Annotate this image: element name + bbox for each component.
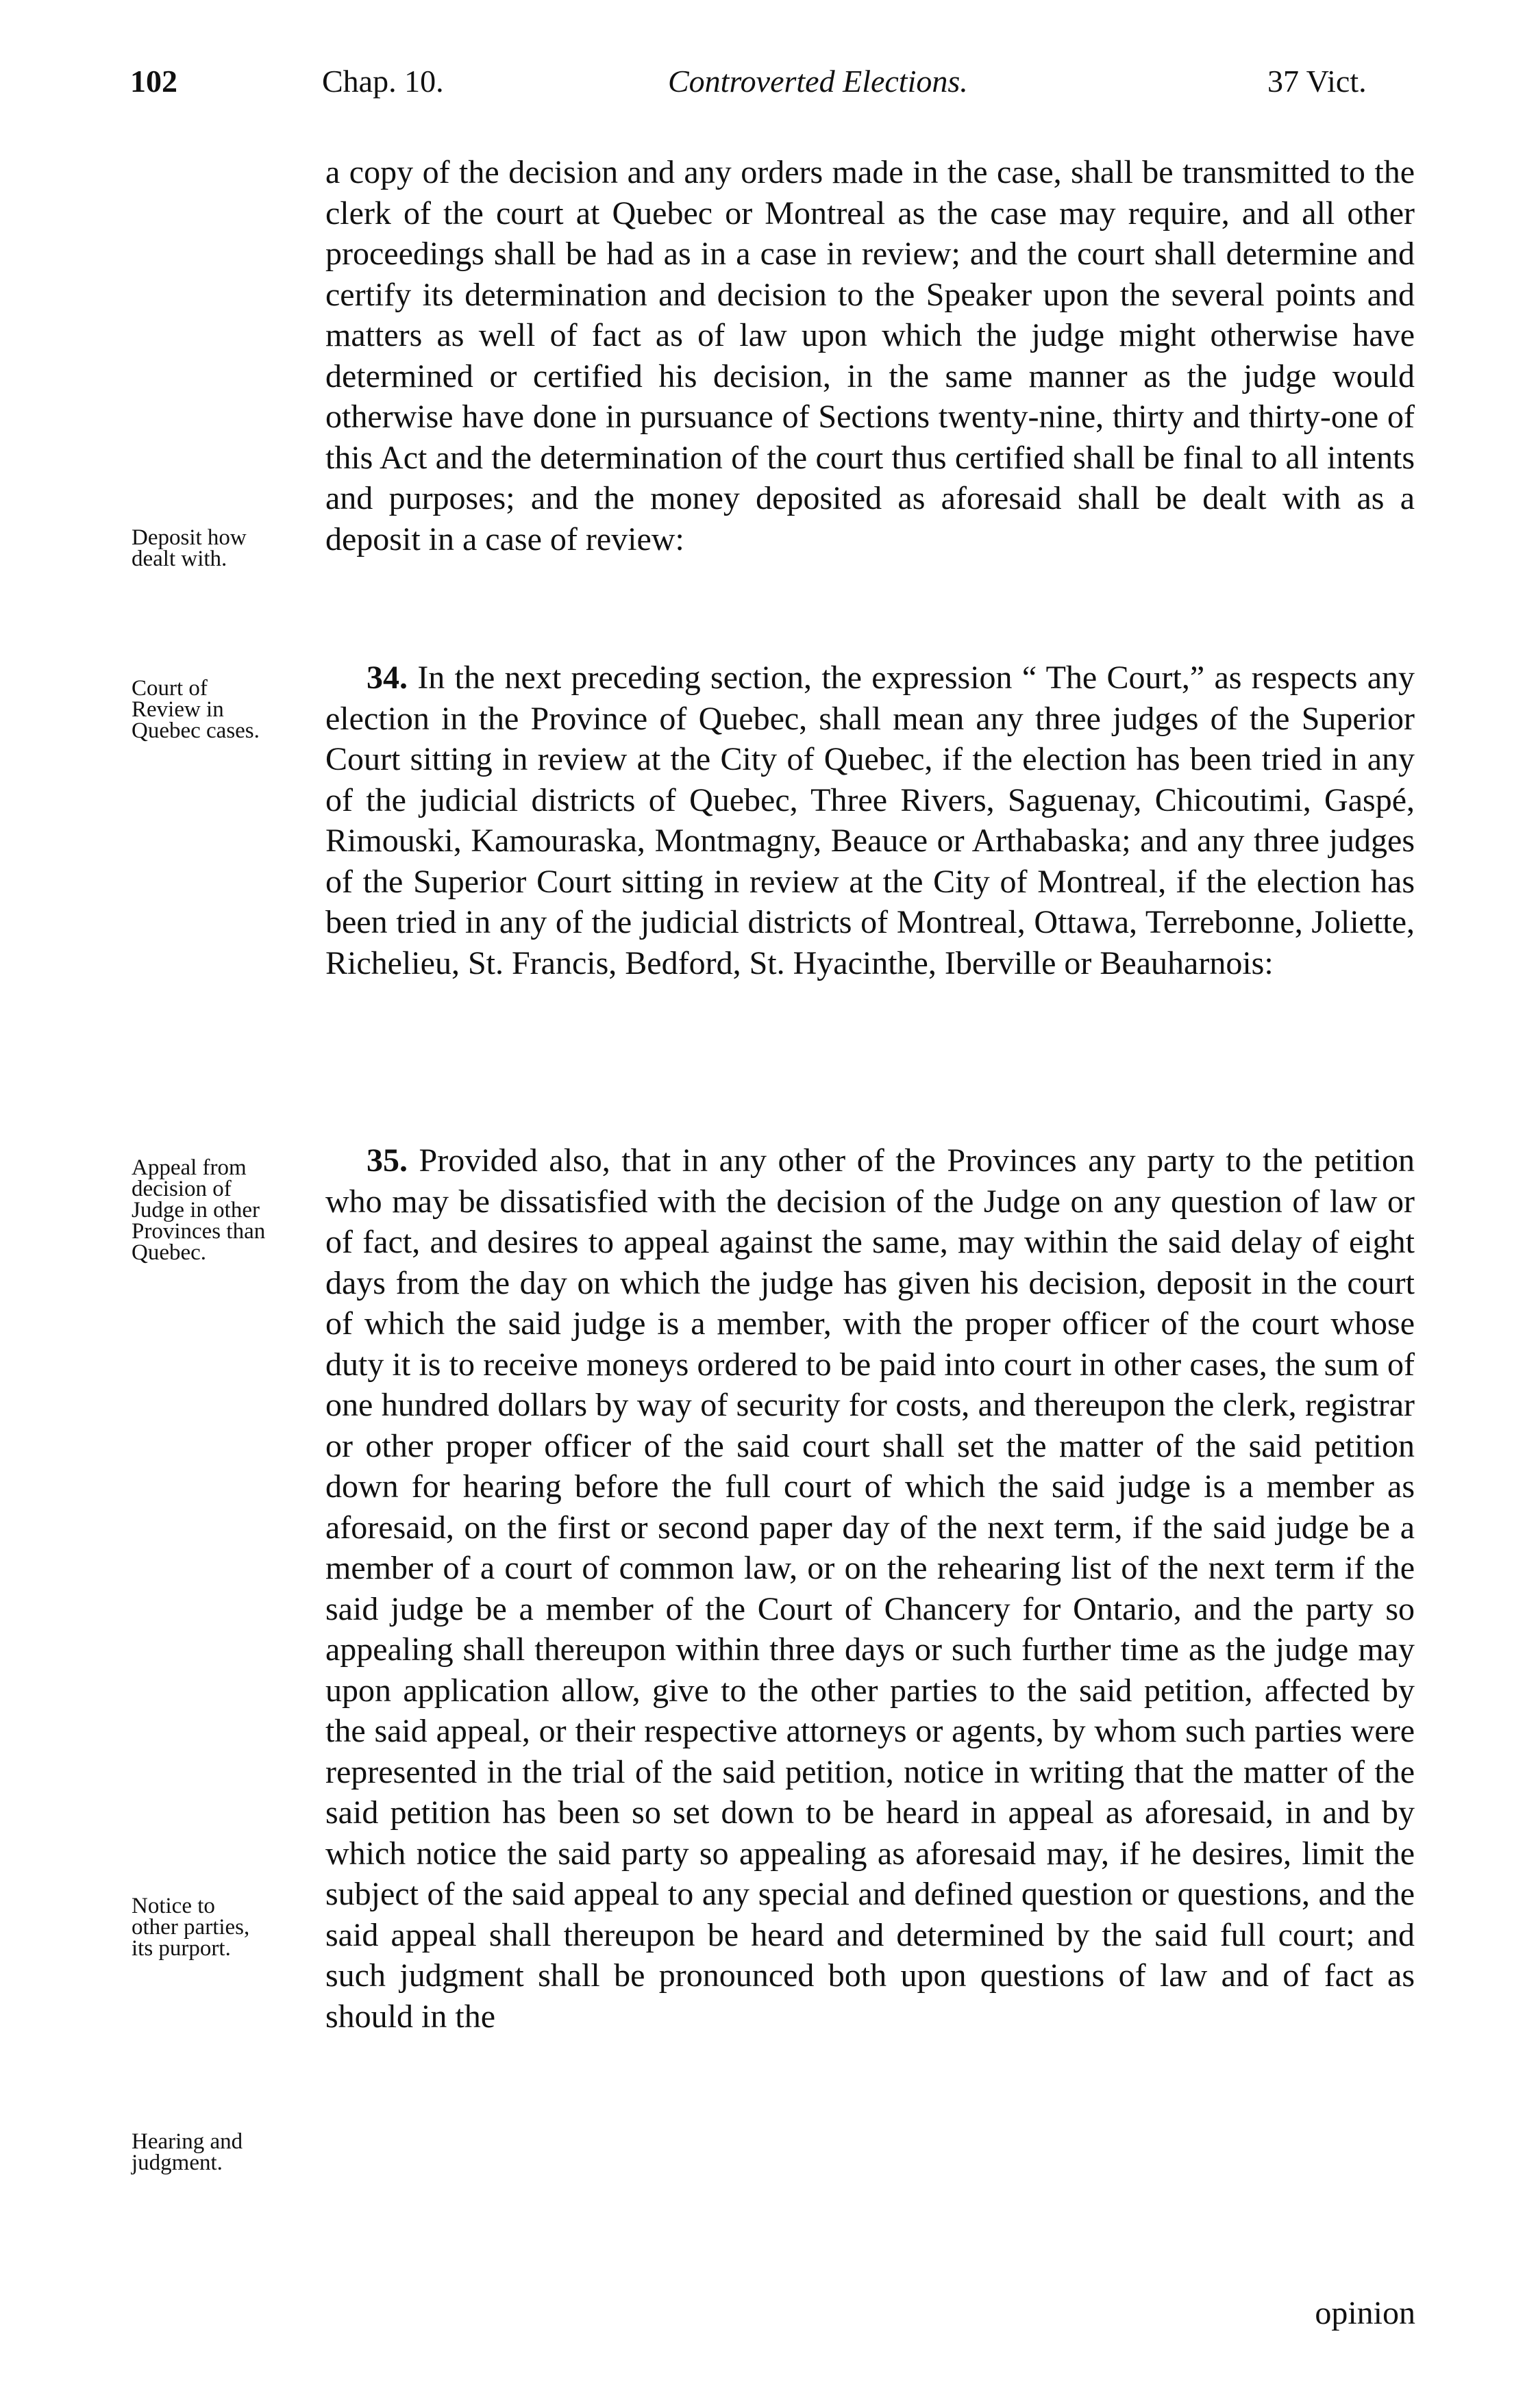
paragraph-text: a copy of the decision and any orders made in the case, shall be transmitted to the clerk of the court at Quebec or Montreal as the case may require, and all other proceedings shall be had as in a case in review; and the court shall determine and certify its determination and decision to the Speaker upon the several points and matters as well of fact as of law upon which the judge might otherwise have determined or certified his decision, in the same manner as the judge would otherwise have done in pursuance of Sections twenty-nine, thirty and thirty-one of this Act and the determination of the court thus certified shall be final to all intents and purposes; and the money deposited as aforesaid shall be dealt with as a deposit in a case of review: bbox=[325, 154, 1415, 557]
section-35 bbox=[325, 1140, 1415, 2037]
margin-note-hearing: Hearing and judgment. bbox=[132, 2129, 243, 2175]
margin-note-court-of-review: Court of Review in Quebec cases. bbox=[132, 676, 260, 743]
section-34 bbox=[325, 657, 1415, 983]
section-text: Provided also, that in any other of the Provinces any party to the petition who may be dissatisfied with the decision of the Judge on any question of law or of fact, and desires to appeal against the same, may within the said delay of eight days from the day on which the judge has given his decision, deposit in the court of which the said judge is a member, with the proper officer of the court whose duty it is to receive moneys ordered to be paid into court in other cases, the sum of one hundred dollars by way of security for costs, and thereupon the clerk, registrar or other proper officer of the said court shall set the matter of the said petition down for hearing before the full court of which the said judge is a member as aforesaid, on the first or second paper day of the next term, if the said judge be a member of a court of common law, or on the rehearing list of the next term if the said judge be a member of the Court of Chancery for Ontario, and the party so appealing shall thereupon within three days or such further time as the judge may upon application allow, give to the other parties to the said petition, affected by the said appeal, or their respective attorneys or agents, by whom such parties were represented in the trial of the said petition, notice in writing that the matter of the said petition has been so set down to be heard in appeal as aforesaid, in and by which notice the said party so appealing as aforesaid may, if he desires, limit the subject of the said appeal to any special and defined question or questions, and the said appeal shall thereupon be heard and determined by the said full court; and such judgment shall be pronounced both upon questions of law and of fact as should in the bbox=[325, 1142, 1415, 2035]
section-text: In the next preceding section, the expression “ The Court,” as respects any election in the Province of Quebec, shall mean any three judges of the Superior Court sitting in review at the City of Quebec, if the election has been tried in any of the judicial districts of Quebec, Three Rivers, Saguenay, Chicoutimi, Gaspé, Rimouski, Kamouraska, Montmagny, Beauce or Arthabaska; and any three judges of the Superior Court sitting in review at the City of Montreal, if the election has been tried in any of the judicial districts of Montreal, Ottawa, Terrebonne, Joliette, Richelieu, St. Francis, Bedford, St. Hyacinthe, Iberville or Beauharnois: bbox=[325, 660, 1415, 981]
regnal-year: 37 Vict. bbox=[1267, 64, 1367, 99]
section-number: 35. bbox=[367, 1142, 408, 1179]
margin-note-appeal: Appeal from decision of Judge in other Provinces than Quebec. bbox=[132, 1155, 266, 1265]
margin-note-notice: Notice to other parties, its purport. bbox=[132, 1894, 250, 1961]
section-number: 34. bbox=[367, 660, 408, 696]
running-title: Controverted Elections. bbox=[668, 64, 968, 99]
chapter-label: Chap. 10. bbox=[322, 64, 444, 99]
catchword: opinion bbox=[1315, 2295, 1415, 2331]
margin-note-deposit: Deposit how dealt with. bbox=[132, 525, 247, 571]
running-header bbox=[0, 63, 1525, 118]
continued-paragraph bbox=[325, 152, 1415, 560]
page-number: 102 bbox=[130, 64, 177, 99]
